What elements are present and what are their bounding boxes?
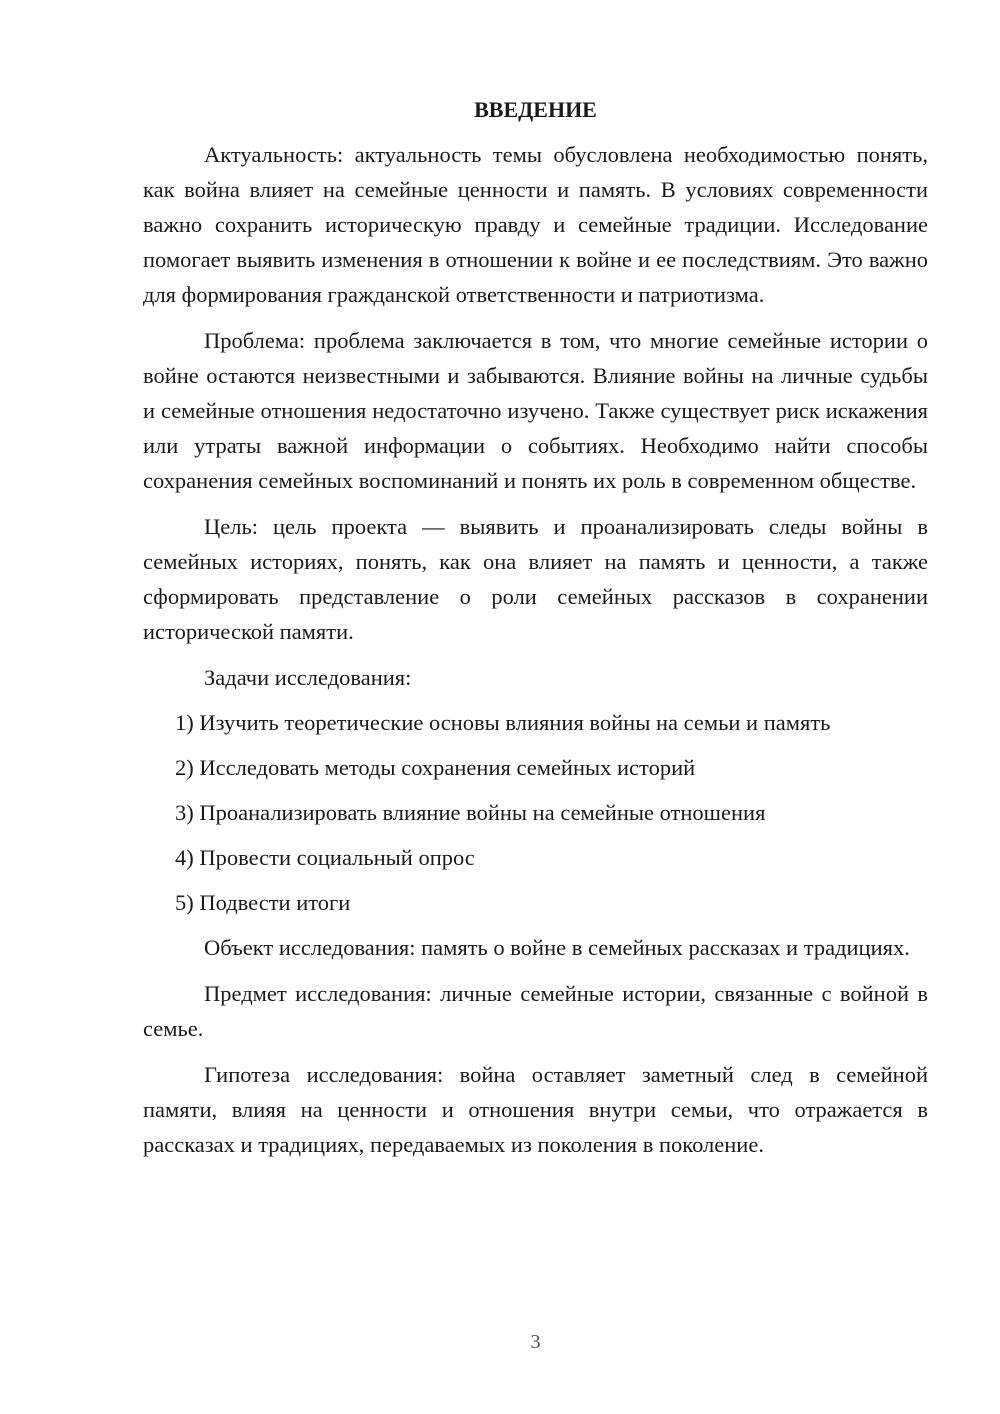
page-content [143, 95, 928, 1173]
task-item: 2) Исследовать методы сохранения семейных историй [175, 755, 696, 780]
task-item: 5) Подвести итоги [175, 890, 351, 915]
page-title: ВВЕДЕНИЕ [474, 97, 597, 122]
task-item: 4) Провести социальный опрос [175, 845, 475, 870]
subject-paragraph: Предмет исследования: личные семейные истории, связанные с войной в семье. [143, 981, 928, 1041]
object-paragraph: Объект исследования: память о войне в семейных рассказах и традициях. [204, 935, 910, 960]
tasks-heading: Задачи исследования: [204, 665, 412, 690]
task-item: 3) Проанализировать влияние войны на семейные отношения [175, 800, 766, 825]
page-number: 3 [530, 1331, 541, 1353]
tasks-list [143, 705, 928, 920]
hypothesis-paragraph: Гипотеза исследования: война оставляет заметный след в семейной памяти, влияя на ценности и отношения внутри семьи, что отражается в рассказах и традициях, передаваемых из поколения в поколение. [143, 1062, 928, 1157]
goal-paragraph: Цель: цель проекта — выявить и проанализировать следы войны в семейных историях, понять, как она влияет на память и ценности, а также сформировать представление о роли семейных рассказов в сохранении исторической памяти. [143, 514, 928, 644]
problem-paragraph: Проблема: проблема заключается в том, что многие семейные истории о войне остаются неизвестными и забываются. Влияние войны на личные судьбы и семейные отношения недостаточно изучено. Также существует риск искажения или утраты важной информации о событиях. Необходимо найти способы сохранения семейных воспоминаний и понять их роль в современном обществе. [143, 328, 928, 493]
relevance-paragraph: Актуальность: актуальность темы обусловлена необходимостью понять, как война влияет на семейные ценности и память. В условиях современности важно сохранить историческую правду и семейные традиции. Исследование помогает выявить изменения в отношении к войне и ее последствиям. Это важно для формирования гражданской ответственности и патриотизма. [143, 142, 928, 307]
task-item: 1) Изучить теоретические основы влияния войны на семьи и память [175, 710, 831, 735]
